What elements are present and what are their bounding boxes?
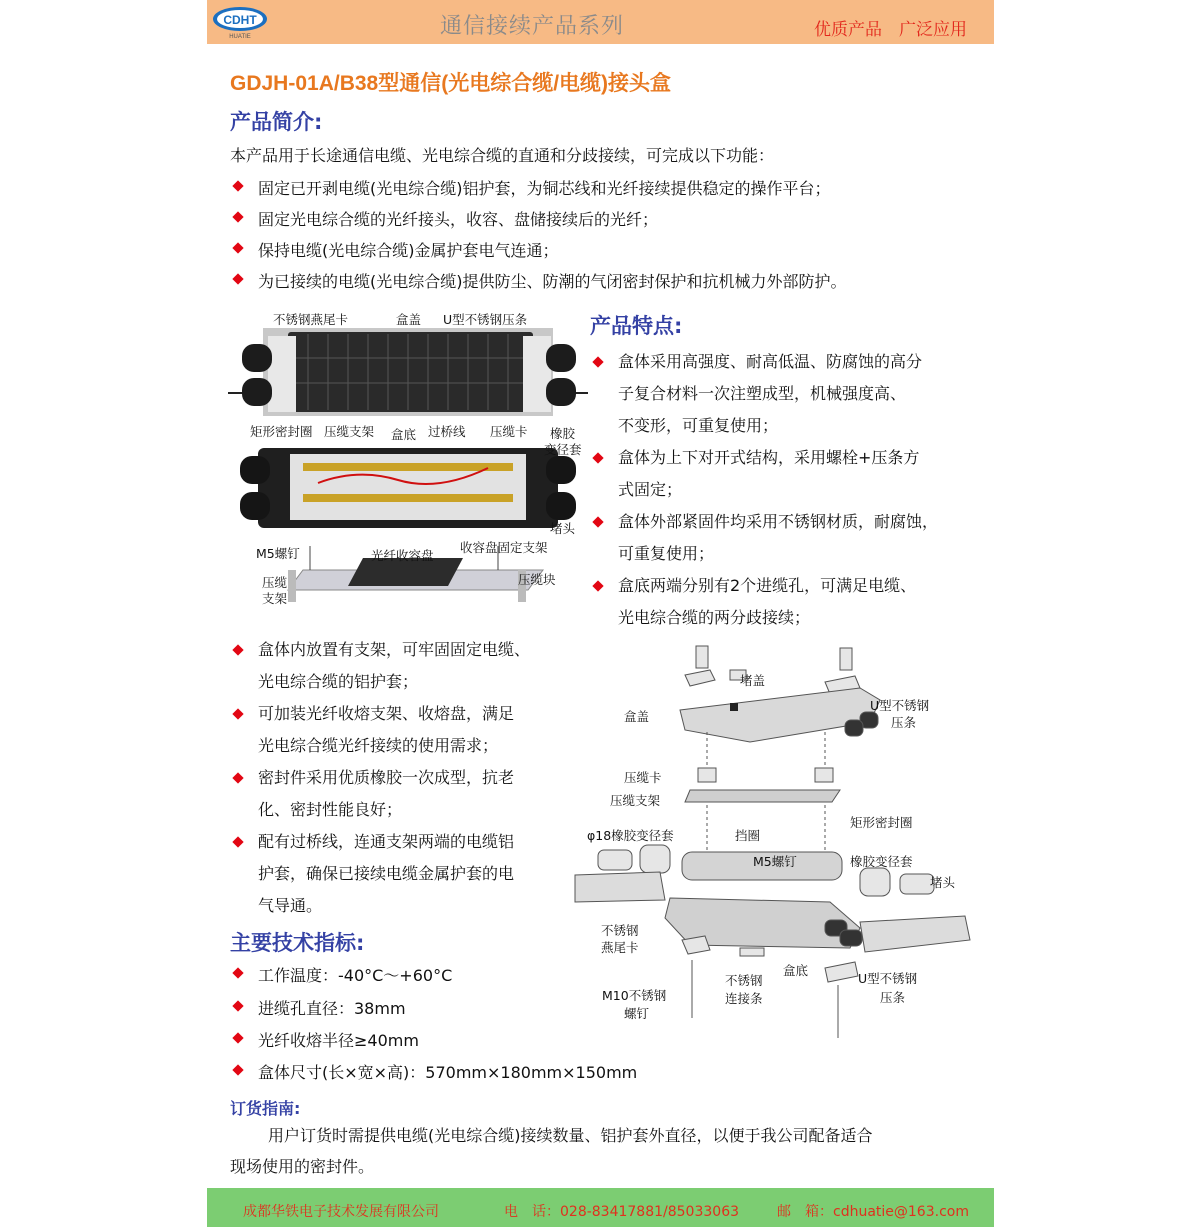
footer-phone: 电 话：028-83417881/85033063 xyxy=(504,1204,740,1220)
label-cable-bracket: 压缆支架 xyxy=(324,424,375,439)
label-cover-right: 盒盖 xyxy=(624,709,650,724)
label-dovetail-1: 不锈钢 xyxy=(601,923,639,938)
footer-email: 邮 箱：cdhuatie@163.com xyxy=(777,1204,969,1220)
order-line-1: 用户订货时需提供电缆(光电综合缆)接续数量、铝护套外直径，以便于我公司配备适合 xyxy=(268,1126,873,1145)
list-item: 工作温度：-40°C～+60°C xyxy=(230,963,637,996)
svg-text:CDHT: CDHT xyxy=(223,13,257,27)
label-m10-2: 螺钉 xyxy=(624,1006,650,1021)
label-base-right: 盒底 xyxy=(783,963,809,978)
label-plug-right: 堵头 xyxy=(930,875,956,890)
list-item: 盒体采用高强度、耐高低温、防腐蚀的高分 子复合材料一次注塑成型，机械强度高、 不变形，可重复使用； xyxy=(590,346,938,442)
label-dovetail-2: 燕尾卡 xyxy=(601,940,639,955)
label-cable-clamp: 压缆卡 xyxy=(490,424,528,439)
product-photo-figure xyxy=(228,308,588,610)
label-bracket-2: 支架 xyxy=(262,591,288,606)
company-logo xyxy=(210,4,270,40)
label-reducer18: φ18橡胶变径套 xyxy=(587,828,674,843)
label-u-strip-b2: 压条 xyxy=(880,990,906,1005)
list-item: 光纤收熔半径≥40mm xyxy=(230,1028,637,1060)
label-reducer-right: 橡胶变径套 xyxy=(850,854,913,869)
label-block: 压缆块 xyxy=(518,572,556,587)
label-seal: 矩形密封圈 xyxy=(250,424,313,439)
label-u-strip-b1: U型不锈钢 xyxy=(858,971,918,986)
label-plug: 堵头 xyxy=(550,521,576,536)
svg-text:HUATIE: HUATIE xyxy=(229,34,251,40)
header-slogan: 优质产品 广泛应用 xyxy=(814,20,967,40)
label-m5-right: M5螺钉 xyxy=(753,854,797,869)
label-u-strip-1: U型不锈钢 xyxy=(870,698,930,713)
list-item: 固定已开剥电缆(光电综合缆)铝护套，为铜芯线和光纤接续提供稳定的操作平台； xyxy=(230,176,847,207)
intro-bullet-list xyxy=(230,176,847,300)
list-item: 可加装光纤收熔支架、收熔盘，满足 光电综合缆光纤接续的使用需求； xyxy=(230,698,530,762)
label-tray: 光纤收容盘 xyxy=(371,548,434,563)
features-heading: 产品特点: xyxy=(590,314,683,338)
label-reducer: 变径套 xyxy=(544,442,582,457)
list-item: 为已接续的电缆(光电综合缆)提供防尘、防潮的气闭密封保护和抗机械力外部防护。 xyxy=(230,269,847,300)
label-m5: M5螺钉 xyxy=(256,546,300,561)
label-tray-bracket: 收容盘固定支架 xyxy=(460,540,548,555)
label-dovetail: 不锈钢燕尾卡 xyxy=(273,312,349,327)
label-connector-1: 不锈钢 xyxy=(725,973,763,988)
order-line-2: 现场使用的密封件。 xyxy=(230,1157,375,1176)
specs-heading: 主要技术指标: xyxy=(230,931,365,955)
list-item: 盒底两端分别有2个进缆孔，可满足电缆、 光电综合缆的两分歧接续； xyxy=(590,570,938,634)
label-cap: 堵盖 xyxy=(740,673,766,688)
footer-bar xyxy=(207,1188,994,1227)
list-item: 盒体内放置有支架，可牢固固定电缆、 光电综合缆的铝护套； xyxy=(230,634,530,698)
label-bridge: 过桥线 xyxy=(428,424,466,439)
intro-text: 本产品用于长途通信电缆、光电综合缆的直通和分歧接续，可完成以下功能： xyxy=(230,146,775,165)
label-bracket-1: 压缆 xyxy=(262,575,288,590)
list-item: 盒体尺寸(长×宽×高)：570mm×180mm×150mm xyxy=(230,1060,637,1092)
label-cover: 盒盖 xyxy=(396,312,422,327)
label-m10-1: M10不锈钢 xyxy=(602,988,667,1003)
product-title: GDJH-01A/B38型通信(光电综合缆/电缆)接头盒 xyxy=(230,72,672,95)
specs-list xyxy=(230,963,637,1092)
label-ring: 挡圈 xyxy=(735,828,761,843)
label-connector-2: 连接条 xyxy=(725,991,763,1006)
label-rubber: 橡胶 xyxy=(550,426,576,441)
header-title: 通信接续产品系列 xyxy=(440,14,625,39)
intro-heading: 产品简介: xyxy=(230,110,323,134)
features-right-list xyxy=(590,346,938,634)
list-item: 保持电缆(光电综合缆)金属护套电气连通； xyxy=(230,238,847,269)
list-item: 配有过桥线，连通支架两端的电缆铝 护套，确保已接续电缆金属护套的电 气导通。 xyxy=(230,826,530,922)
list-item: 固定光电综合缆的光纤接头，收容、盘储接续后的光纤； xyxy=(230,207,847,238)
label-clamp: 压缆卡 xyxy=(624,770,662,785)
label-base: 盒底 xyxy=(391,427,417,442)
list-item: 进缆孔直径：38mm xyxy=(230,996,637,1028)
features-left-list xyxy=(230,634,530,922)
label-u-strip-2: 压条 xyxy=(891,715,917,730)
label-seal-right: 矩形密封圈 xyxy=(850,815,913,830)
footer-company: 成都华铁电子技术发展有限公司 xyxy=(243,1204,439,1220)
list-item: 盒体为上下对开式结构，采用螺栓+压条方 式固定； xyxy=(590,442,938,506)
label-bracket: 压缆支架 xyxy=(610,793,661,808)
list-item: 盒体外部紧固件均采用不锈钢材质，耐腐蚀， 可重复使用； xyxy=(590,506,938,570)
order-heading: 订货指南: xyxy=(230,1099,301,1118)
list-item: 密封件采用优质橡胶一次成型，抗老 化、密封性能良好； xyxy=(230,762,530,826)
label-u-strip: U型不锈钢压条 xyxy=(443,312,528,327)
